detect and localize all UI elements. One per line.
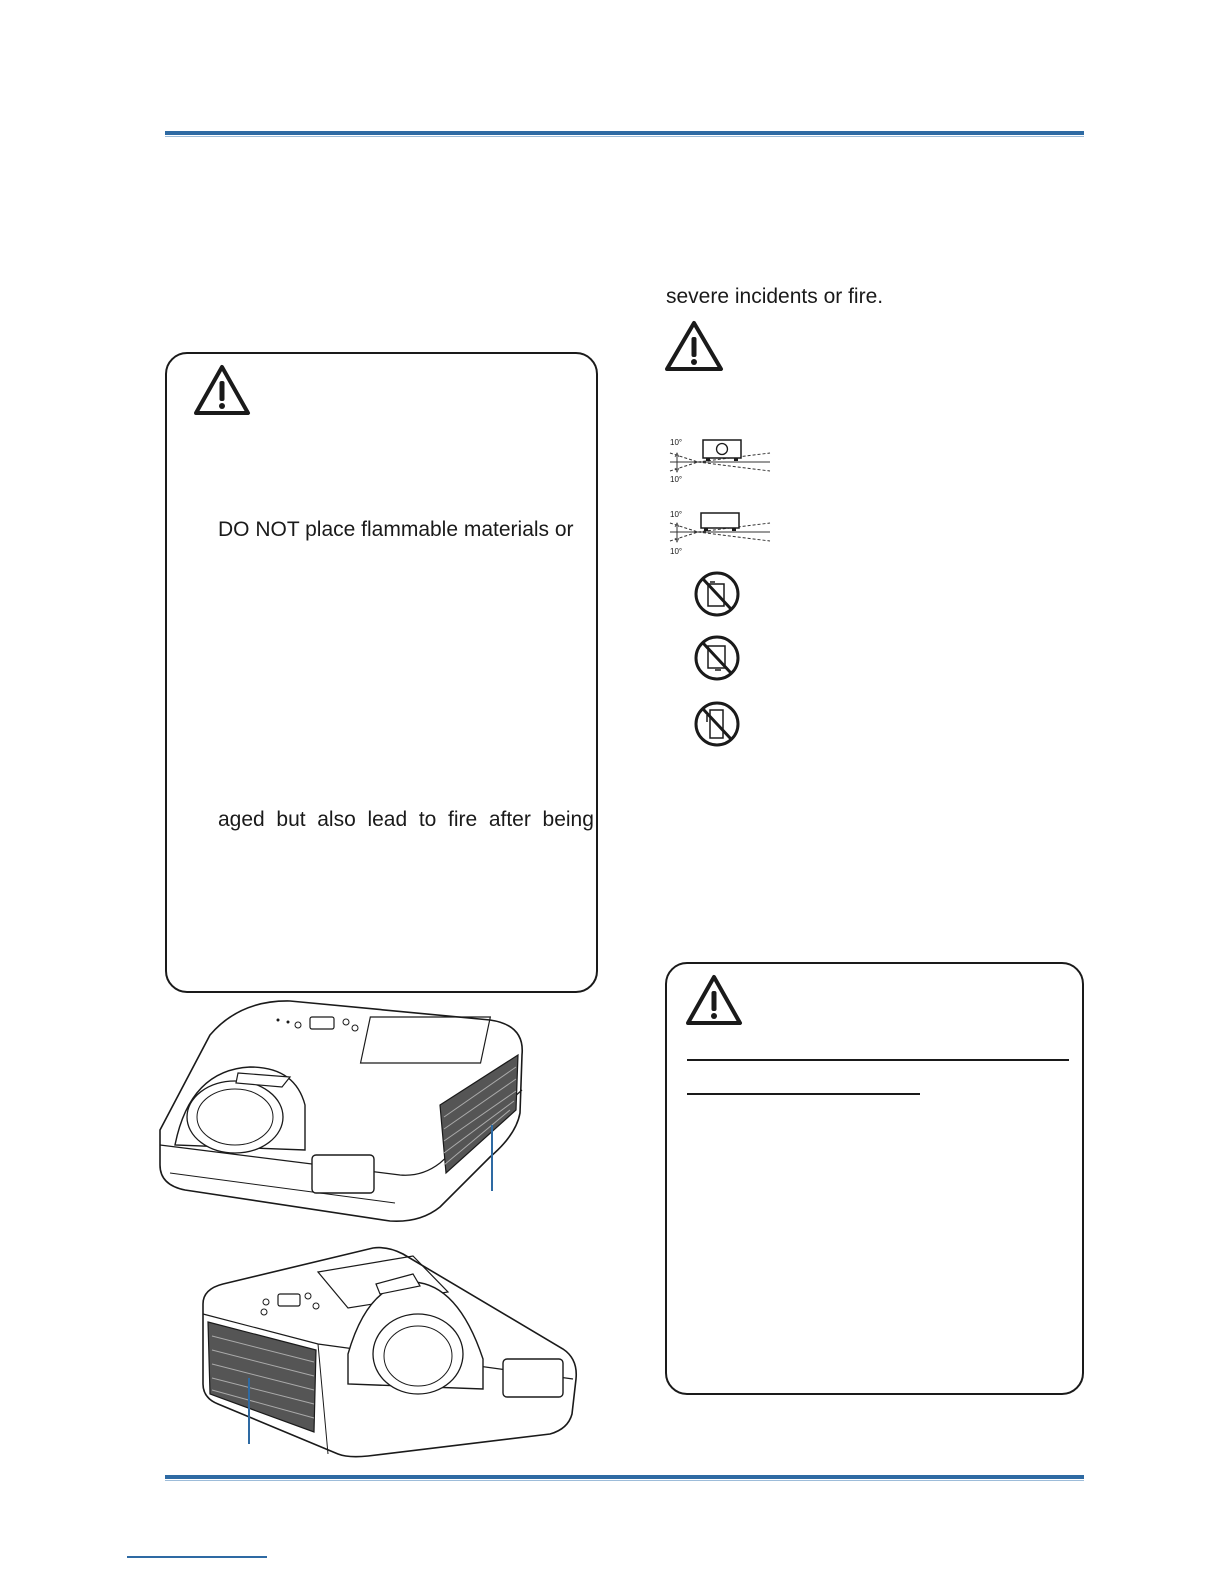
tilt-angle-label-bottom: 10°	[670, 475, 683, 484]
left-box-line-1: DO NOT place flammable materials or	[218, 518, 574, 541]
left-box-line-2: aged but also lead to fire after being	[218, 808, 594, 831]
tilt-angle-label-top-2: 10°	[670, 510, 683, 519]
projector-illustration-rear	[198, 1244, 588, 1459]
vent-callout-line-2	[248, 1378, 250, 1444]
vent-callout-line-1	[491, 1125, 493, 1191]
underline-rule-2	[687, 1093, 920, 1095]
warning-triangle-icon	[685, 974, 743, 1026]
no-sideways-placement-icon	[693, 700, 741, 748]
warning-triangle-icon	[664, 320, 724, 372]
underline-rule-1	[687, 1059, 1069, 1061]
footer-link-underline[interactable]	[127, 1556, 267, 1558]
tilt-angle-label-top: 10°	[670, 438, 683, 447]
continuation-text: severe incidents or fire.	[666, 285, 884, 308]
tilt-limit-side-icon	[668, 508, 772, 558]
no-upright-placement-icon	[693, 570, 741, 618]
right-caution-box	[665, 962, 1084, 1395]
projector-illustration-front	[150, 995, 550, 1225]
left-warning-box	[165, 352, 598, 993]
tilt-limit-front-icon	[668, 436, 772, 486]
warning-triangle-icon	[193, 364, 251, 416]
no-upside-down-placement-icon	[693, 634, 741, 682]
tilt-angle-label-bottom-2: 10°	[670, 547, 683, 556]
